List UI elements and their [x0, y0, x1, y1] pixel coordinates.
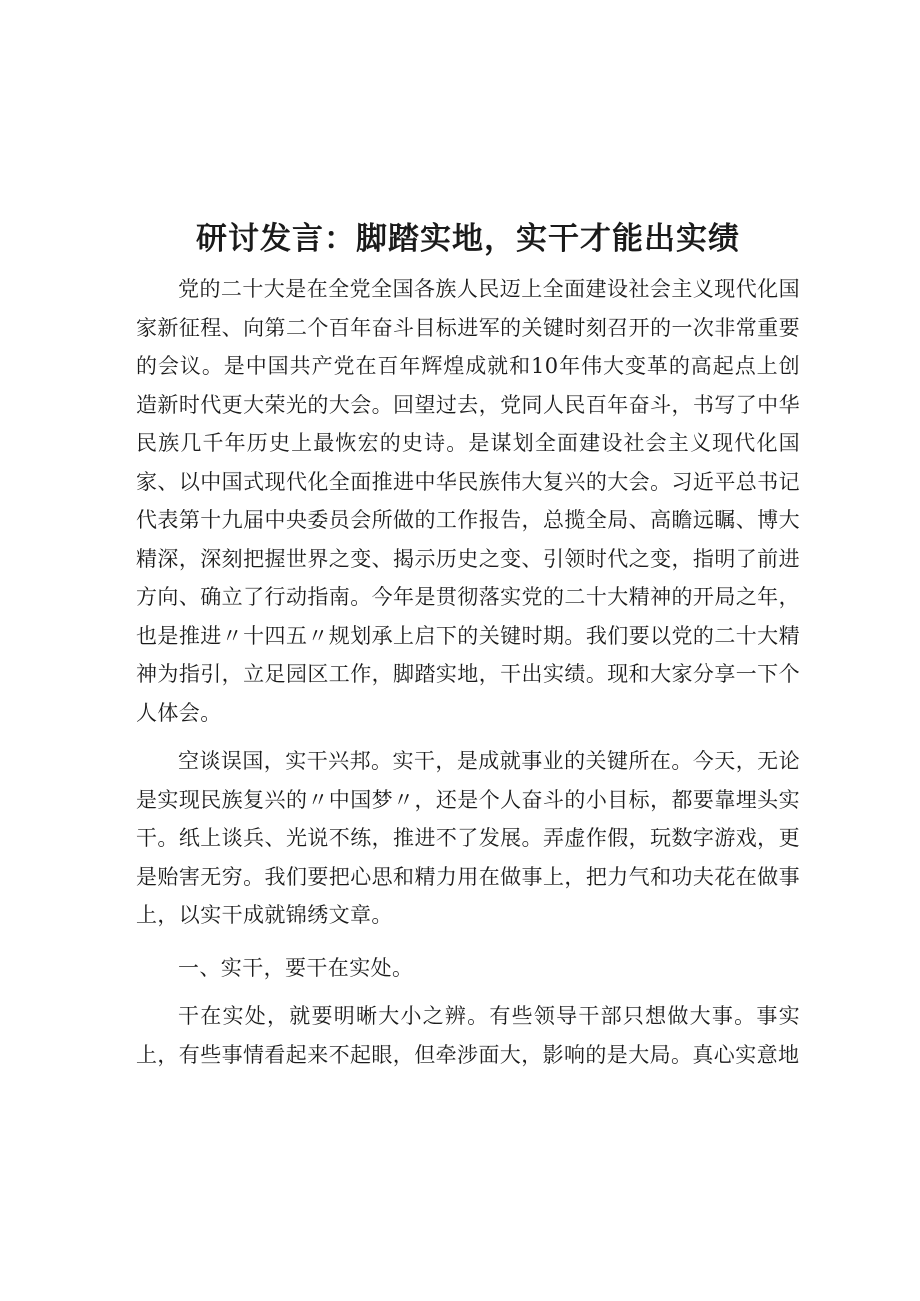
paragraph-practice: 空谈误国，实干兴邦。实干，是成就事业的关键所在。今天，无论是实现民族复兴的〃中国梦〃，还是个人奋斗的小目标，都要靠埋头实干。纸上谈兵、光说不练，推进不了发展。弄虚作假，玩数字游戏，更是贻害无穷。我们要把心思和精力用在做事上，把力气和功夫花在做事上，以实干成就锦绣文章。 — [136, 749, 800, 927]
section-heading-1: 一、实干，要干在实处。 — [178, 955, 414, 980]
paragraph-section-1: 干在实处，就要明晰大小之辨。有些领导干部只想做大事。事实上，有些事情看起来不起眼，但牵涉面大，影响的是大局。真心实意地 — [136, 1004, 800, 1067]
document-page — [136, 216, 800, 1074]
document-title: 研讨发言：脚踏实地，实干才能出实绩 — [196, 221, 740, 257]
paragraph-intro: 党的二十大是在全党全国各族人民迈上全面建设社会主义现代化国家新征程、向第二个百年奋斗目标进军的关键时刻召开的一次非常重要的会议。是中国共产党在百年辉煌成就和10年伟大变革的高起点上创造新时代更大荣光的大会。回望过去，党同人民百年奋斗，书写了中华民族几千年历史上最恢宏的史诗。是谋划全面建设社会主义现代化国家、以中国式现代化全面推进中华民族伟大复兴的大会。习近平总书记代表第十九届中央委员会所做的工作报告，总揽全局、高瞻远瞩、博大精深，深刻把握世界之变、揭示历史之变、引领时代之变，指明了前进方向、确立了行动指南。今年是贯彻落实党的二十大精神的开局之年，也是推进〃十四五〃规划承上启下的关键时期。我们要以党的二十大精神为指引，立足园区工作，脚踏实地，干出实绩。现和大家分享一下个人体会。 — [136, 277, 800, 725]
